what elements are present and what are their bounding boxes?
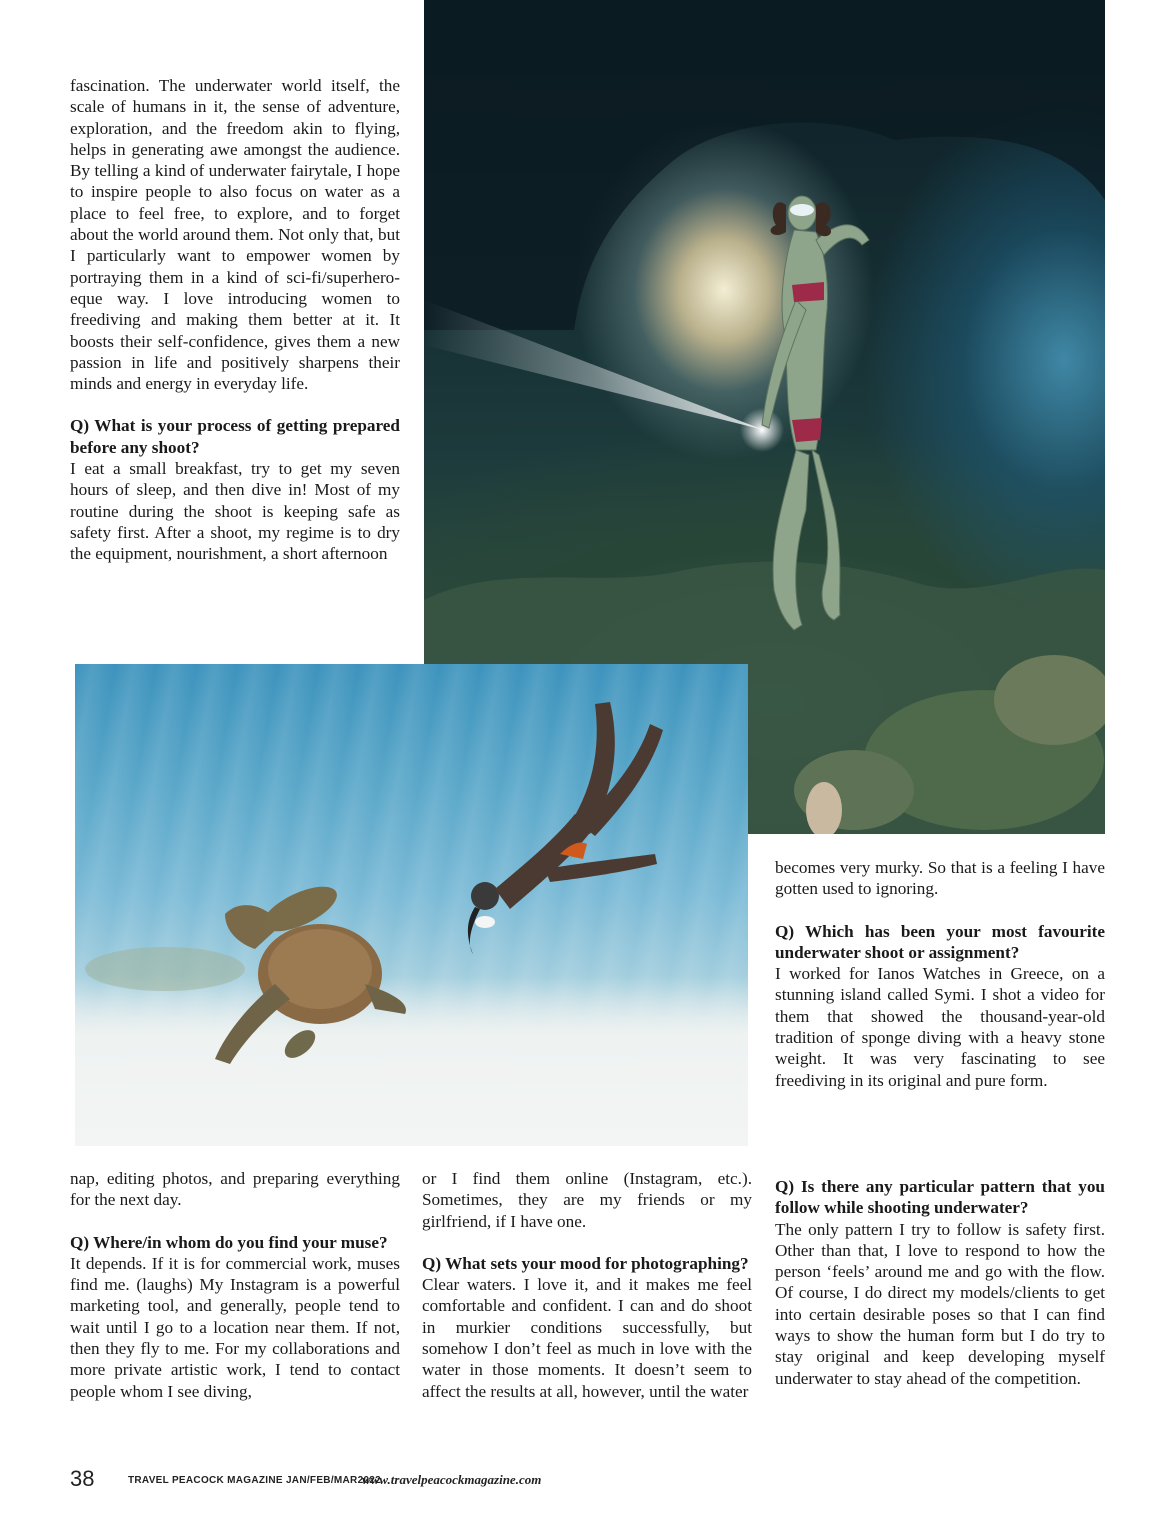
magazine-name: TRAVEL PEACOCK MAGAZINE JAN/FEB/MAR2022 [128,1475,382,1486]
freediver [468,702,663,954]
article-column-bottom-right [775,1176,1105,1389]
page-footer [70,1466,770,1496]
turtle-photo-illustration [75,664,748,1146]
question-heading: Q) Is there any particular pattern that you follow while shooting underwater? [775,1177,1105,1218]
article-column-right-middle [775,857,1105,1091]
paragraph: becomes very murky. So that is a feeling I have gotten used to ignoring. [775,858,1105,899]
question-heading: Q) What is your process of getting prepared before any shoot? [70,416,400,457]
answer-paragraph: I worked for Ianos Watches in Greece, on a stunning island called Symi. I shot a video for them that showed the thousand-year-old tradition of sponge diving with a heavy stone weight. It was very fascinating to see freediving in its original and pure form. [775,964,1105,1090]
question-heading: Q) What sets your mood for photographing? [422,1253,749,1273]
answer-paragraph: I eat a small breakfast, try to get my seven hours of sleep, and then dive in! Most of my routine during the shoot is keeping safe as safety first. After a shoot, my regime is to dry the equipment, nourishment, a short afternoon [70,459,400,564]
turtle-diver-photo [75,664,748,1146]
article-column-top-left [70,75,400,565]
article-column-bottom-left [70,1168,400,1402]
paragraph: or I find them online (Instagram, etc.). Sometimes, they are my friends or my girlfriend, if I have one. [422,1169,752,1231]
magazine-url: www.travelpeacockmagazine.com [362,1472,542,1487]
paragraph: fascination. The underwater world itself, the scale of humans in it, the sense of adventure, exploration, and the freedom akin to flying, helps in generating awe amongst the audience. By telling a kind of underwater fairytale, I hope to inspire people to also focus on water as a place to feel free, to explore, and to forget about the world around them. Not only that, but I particularly want to empower women by portraying them in a kind of sci-fi/superhero-eque way. I love introducing women to freediving and making them better at it. It boosts their self-confidence, gives them a new passion in life and positively sharpens their minds and energy in everyday life. [70,76,400,394]
question-heading: Q) Which has been your most favourite underwater shoot or assignment? [775,921,1105,962]
article-column-bottom-middle [422,1168,752,1402]
question-heading: Q) Where/in whom do you find your muse? [70,1232,388,1252]
page-number: 38 [70,1466,95,1491]
answer-paragraph: The only pattern I try to follow is safety first. Other than that, I love to respond to how the person ‘feels’ around me and go with the flow. Of course, I do direct my models/clients to get into certain desirable poses so that I can find ways to show the human form but I do try to stay original and keep developing myself underwater to stay ahead of the competition. [775,1219,1105,1388]
answer-paragraph: Clear waters. I love it, and it makes me feel comfortable and confident. I can and do shoot in murkier conditions successfully, but somehow I don’t feel as much in love with the water in those moments. It doesn’t seem to affect the results at all, however, until the water [422,1275,752,1401]
paragraph: nap, editing photos, and preparing everything for the next day. [70,1169,400,1210]
answer-paragraph: It depends. If it is for commercial work, muses find me. (laughs) My Instagram is a powerful marketing tool, and generally, people tend to wait until I go to a location near them. If not, then they fly to me. For my collaborations and more private artistic work, I tend to contact people whom I see diving, [70,1253,400,1401]
